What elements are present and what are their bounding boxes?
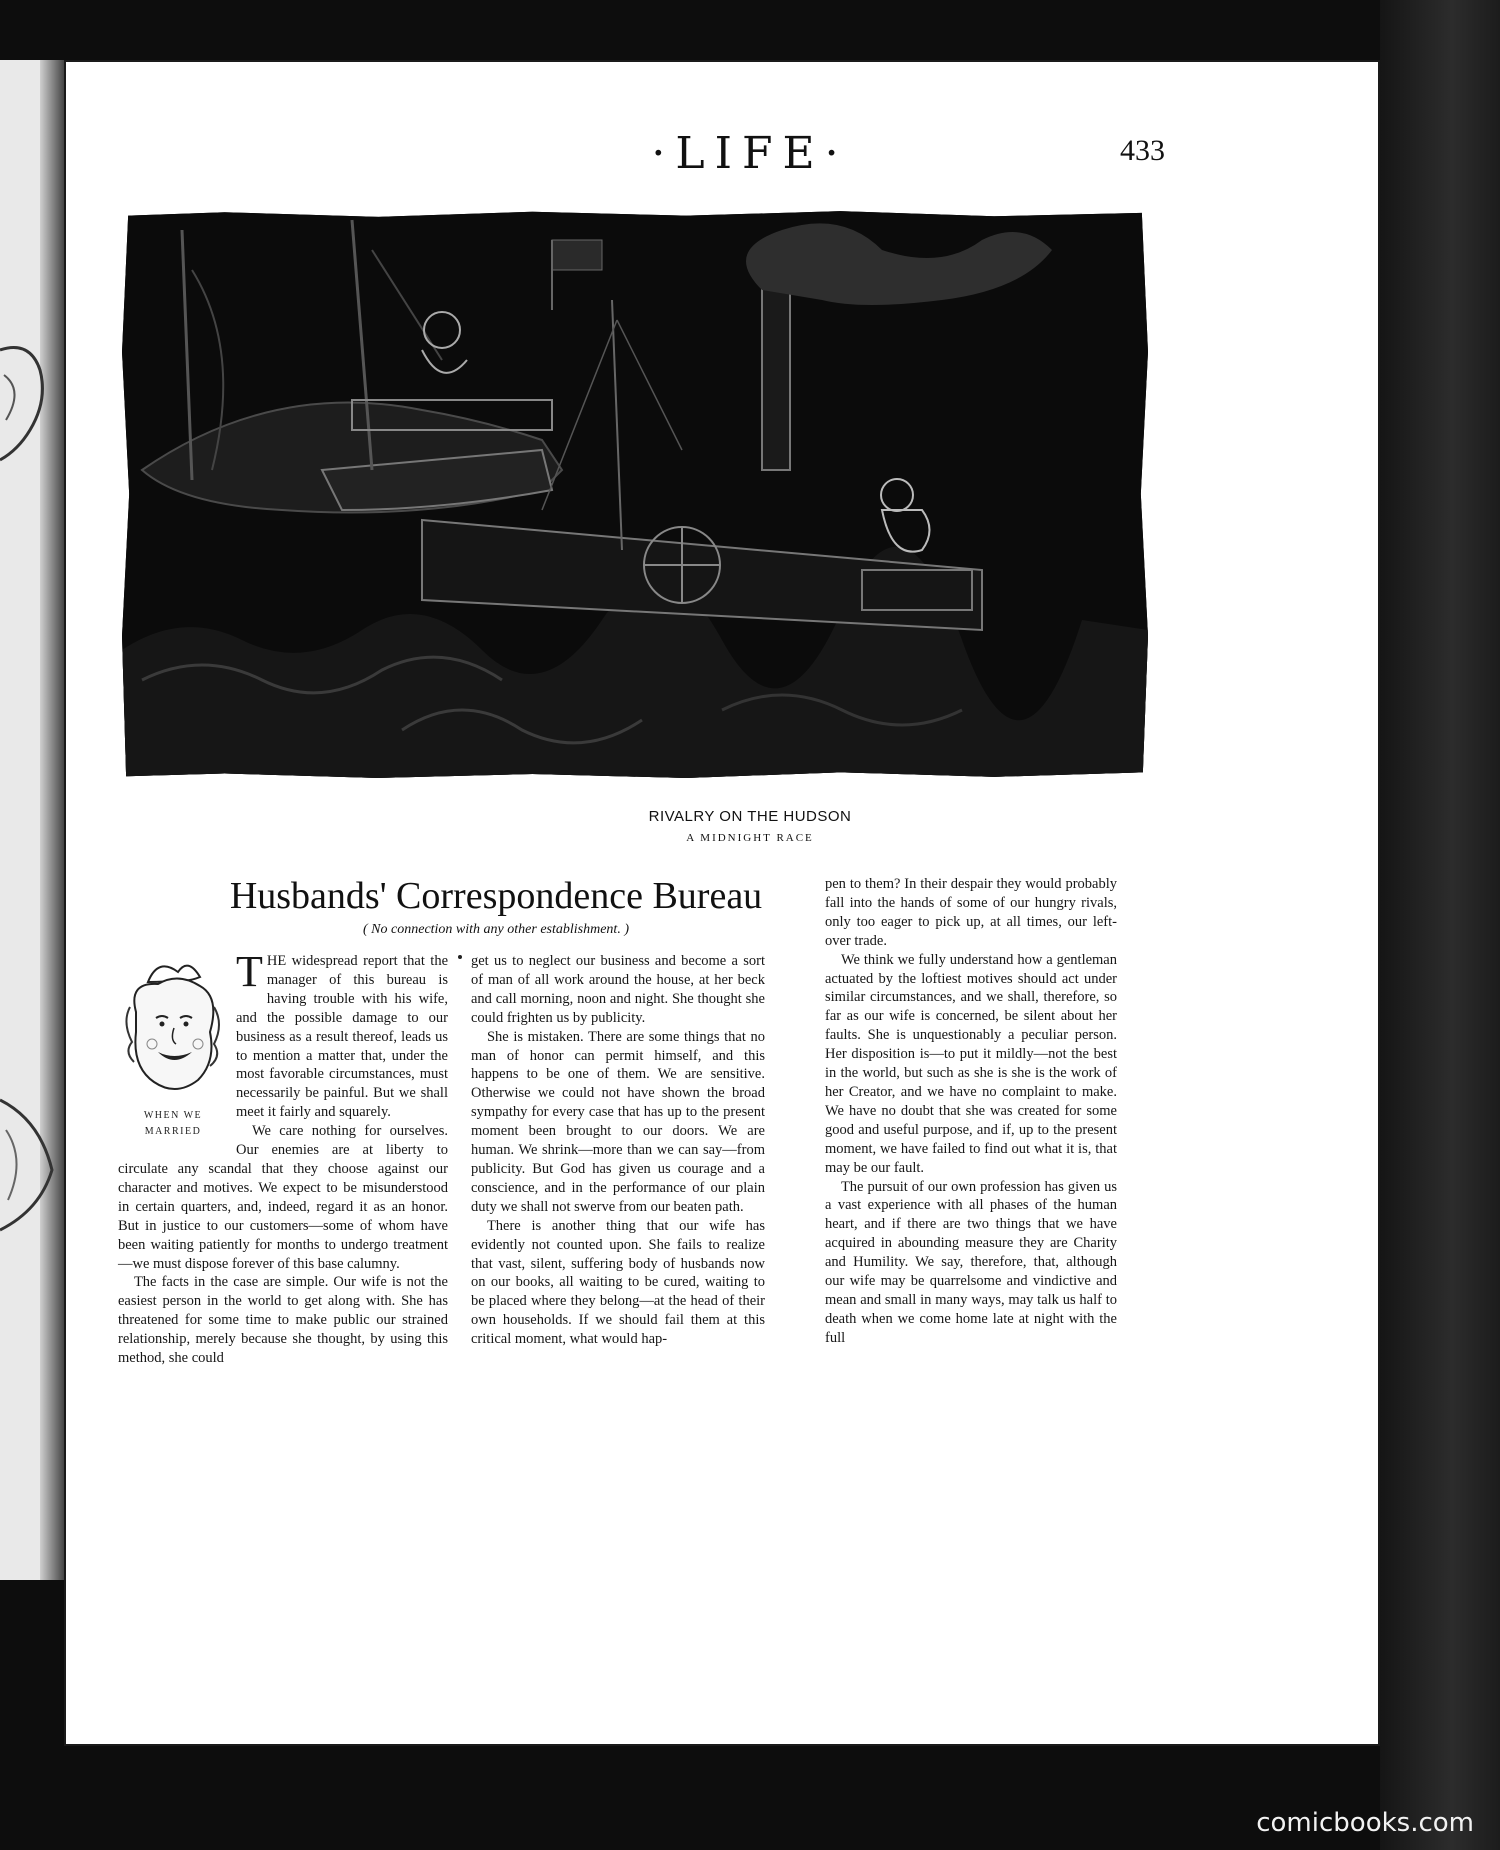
- page-header-title: ·LIFE·: [651, 128, 849, 179]
- illustration-subcaption: A MIDNIGHT RACE: [686, 832, 814, 844]
- site-watermark: comicbooks.com: [1256, 1808, 1474, 1838]
- article-column-3: [825, 875, 1117, 1348]
- article-column-1: [118, 947, 448, 1368]
- article-paragraph: We think we fully understand how a gentleman actuated by the loftiest motives should act under similar circumstances, and we shall, therefore, so far as our wife is concerned, be silent about her faults. She is unquestionably a peculiar person. Her disposition is—to put it mildly—not the best in the world, but such as she is she is the work of her Creator, and we have no complaint to make. We have no doubt that she was created for some good and useful purpose, and if, up to the present moment, we have failed to find out what it is, that may be our fault.: [825, 951, 1117, 1176]
- steamboat-and-sailing-ship-illustration: [122, 210, 1148, 778]
- page-number: 433: [1120, 134, 1165, 167]
- portrait-caption-line: WHEN WE: [143, 1110, 203, 1121]
- article-column-2: [471, 952, 765, 1349]
- article-paragraph: There is another thing that our wife has evidently not counted upon. She fails to realize that vast, silent, suffering body of husbands now on our books, all waiting to be cured, waiting to be placed where they belong—at the head of their own households. If we should fail them at this critical moment, what would hap-: [471, 1217, 765, 1348]
- article-paragraph: We care nothing for ourselves. Our enemies are at liberty to circulate any scandal that they choose against our character and motives. We expect to be misunderstood in certain quarters, and, indeed, regard it as an honor. But in justice to our customers—some of whom have been waiting patiently for months to undergo treatment—we must dispose forever of this base calumny.: [118, 1123, 448, 1272]
- adjacent-page-fragment-icon: [0, 330, 58, 490]
- article-paragraph: She is mistaken. There are some things that no man of honor can permit himself, and this happens to be one of them. We are sensitive. Otherwise we could not have shown the broad sympathy for every case that has up to the present moment been brought to our doors. We are human. We shrink—more than we can say—from publicity. But God has given us courage and a conscience, and in the performance of our plain duty we shall not swerve from our beaten path.: [471, 1028, 765, 1215]
- drop-cap: T: [236, 947, 263, 996]
- scanner-background: [1380, 0, 1500, 1850]
- article-paragraph: The facts in the case are simple. Our wife is not the easiest person in the world to get along with. She has threatened for some time to make public our strained relationship, merely because she thought, by using this method, she could: [118, 1274, 448, 1367]
- portrait-figure: [118, 952, 228, 1142]
- portrait-caption-line: MARRIED: [144, 1126, 202, 1137]
- article-paragraph: The pursuit of our own profession has given us a vast experience with all phases of the human heart, and if there are two things that we have acquired in abounding measure they are Charity and Humility. We say, therefore, that, although our wife may be quarrelsome and vindictive and mean and small in many ways, may talk us half to death when we come home late at night with the full: [825, 1178, 1117, 1346]
- portrait-caption: [118, 1108, 228, 1140]
- illustration-caption: RIVALRY ON THE HUDSON: [648, 808, 852, 825]
- article-paragraph: pen to them? In their despair they would probably fall into the hands of some of our hungry rivals, only too eager to pick up, at all times, our left-over trade.: [825, 876, 1117, 949]
- paragraph-text: HE widespread report that the manager of this bureau is having trouble with his wife, and the possible damage to our business as a result thereof, leads us to mention a matter that, under the most favorable circumstances, must necessarily be painful. But we shall meet it fairly and squarely.: [236, 953, 448, 1121]
- article-subtitle: ( No connection with any other establishment. ): [363, 922, 629, 937]
- woman-portrait-icon: [118, 952, 228, 1102]
- article-title: Husbands' Correspondence Bureau: [229, 875, 763, 917]
- article-paragraph: get us to neglect our business and become a sort of man of all work around the house, at her beck and call morning, noon and night. She thought she could frighten us by publicity.: [471, 953, 765, 1026]
- column-divider: [458, 955, 462, 959]
- adjacent-page-fragment-icon: [0, 1090, 58, 1240]
